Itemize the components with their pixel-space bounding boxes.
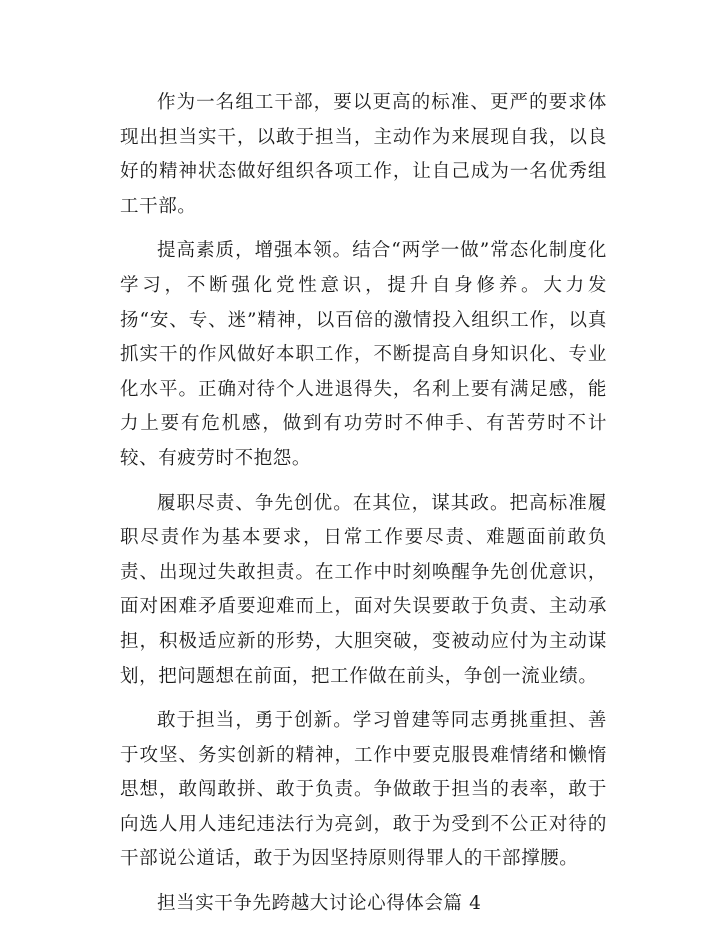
document-body: [120, 86, 607, 922]
paragraph-intro: 作为一名组工干部，要以更高的标准、更严的要求体现出担当实干，以敢于担当，主动作为来展现自我，以良好的精神状态做好组织各项工作，让自己成为一名优秀组工干部。: [120, 92, 607, 217]
paragraph-dare-to-take-responsibility: 敢于担当，勇于创新。学习曾建等同志勇挑重担、善于攻坚、务实创新的精神，工作中要克服畏难情绪和懒惰思想，敢闯敢拼、敢于负责。争做敢于担当的表率，敢于向选人用人违纪违法行为亮剑，敢于为受到不公正对待的干部说公道话，敢于为因坚持原则得罪人的干部撑腰。: [120, 710, 607, 870]
section-heading: 担当实干争先跨越大讨论心得体会篇 4: [157, 893, 482, 915]
paragraph-fulfill-duties: 履职尽责、争先创优。在其位，谋其政。把高标准履职尽责作为基本要求，日常工作要尽责、难题面前敢负责、出现过失敢担责。在工作中时刻唤醒争先创优意识，面对困难矛盾要迎难而上，面对失误要敢于负责、主动承担，积极适应新的形势，大胆突破，变被动应付为主动谋划，把问题想在前面，把工作做在前头，争创一流业绩。: [120, 492, 607, 687]
paragraph-improve-quality: 提高素质，增强本领。结合“两学一做”常态化制度化学习，不断强化党性意识，提升自身修养。大力发扬“安、专、迷”精神，以百倍的激情投入组织工作，以真抓实干的作风做好本职工作，不断提高自身知识化、专业化水平。正确对待个人进退得失，名利上要有满足感，能力上要有危机感，做到有功劳时不伸手、有苦劳时不计较、有疲劳时不抱怨。: [120, 240, 607, 469]
